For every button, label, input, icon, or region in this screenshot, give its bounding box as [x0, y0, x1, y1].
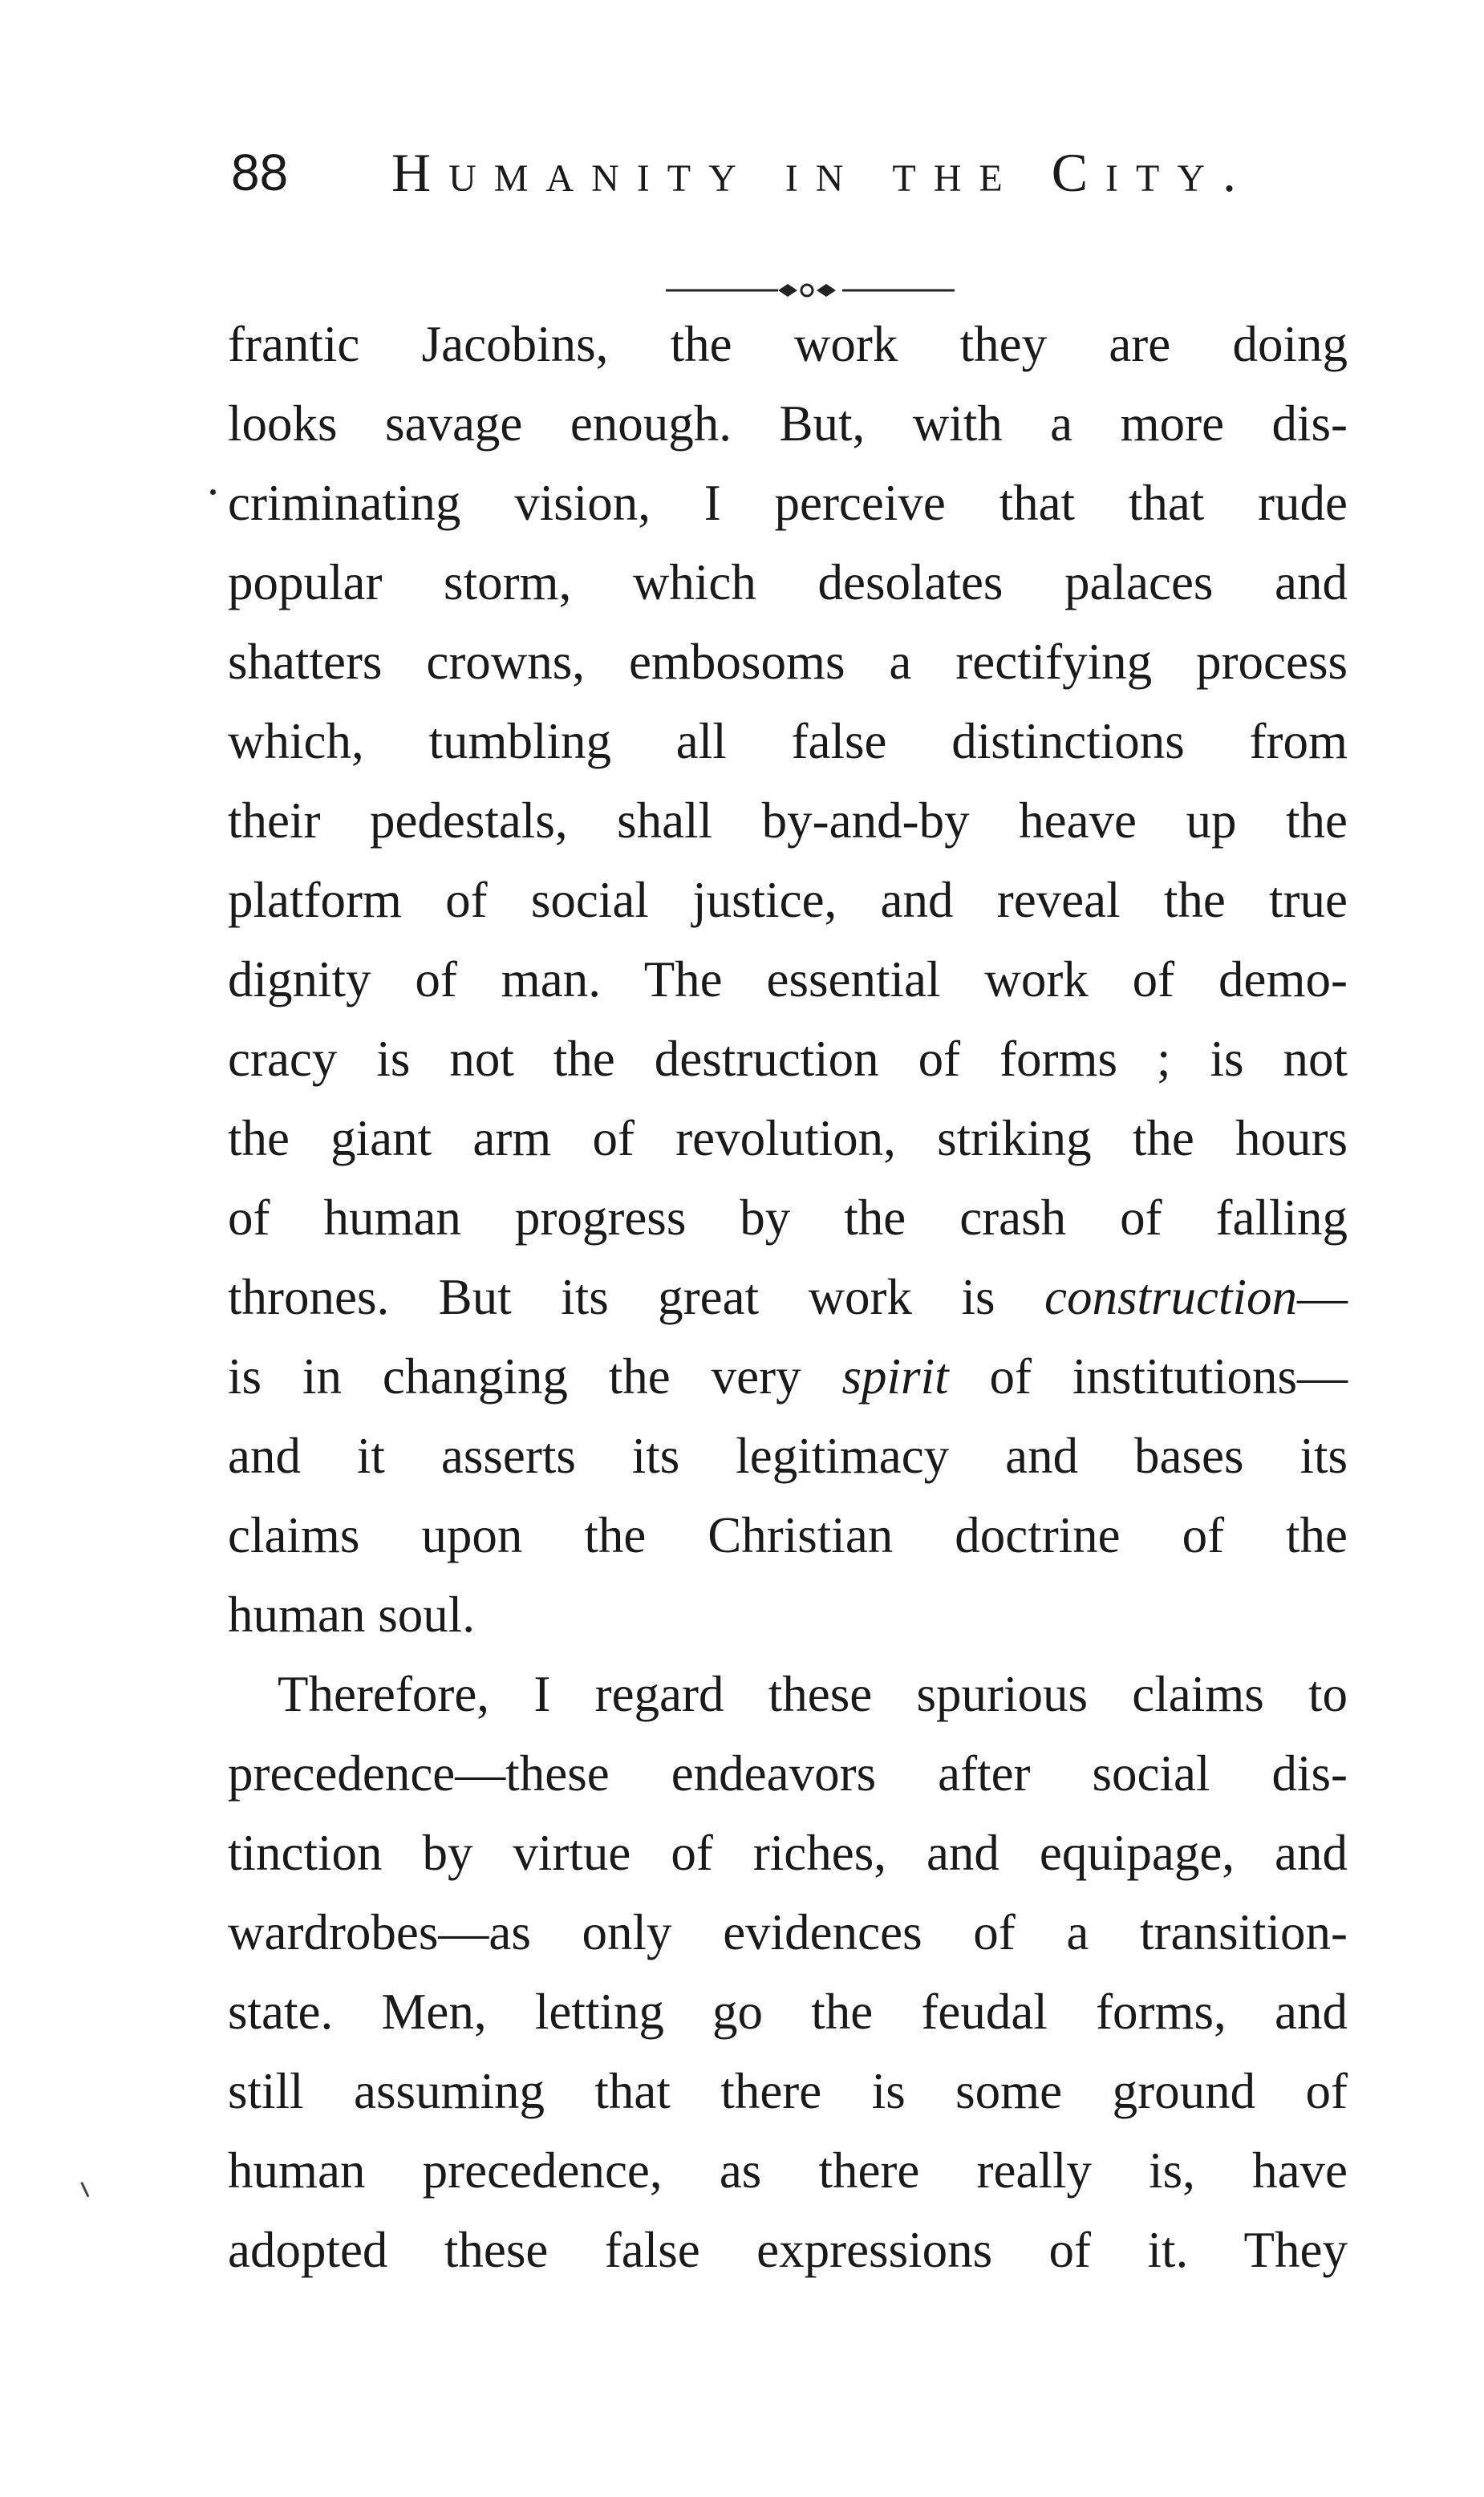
- text-line: shatters crowns, embosoms a rectifying process: [228, 634, 1348, 690]
- text-line: human precedence, as there really is, have: [228, 2142, 1348, 2199]
- text-line: [228, 1258, 1348, 1337]
- body-text: [228, 305, 1348, 2290]
- text-line: cracy is not the destruction of forms ; is not: [228, 1031, 1348, 1087]
- text-line: the giant arm of revolution, striking the hours: [228, 1110, 1348, 1166]
- paragraph-2: [228, 1655, 1348, 2290]
- text-line: frantic Jacobins, the work they are doing: [228, 316, 1348, 372]
- page-number: 88: [231, 144, 289, 201]
- text-line: claims upon the Christian doctrine of the: [228, 1507, 1348, 1563]
- text-line: criminating vision, I perceive that that rude: [228, 475, 1348, 531]
- text-line: precedence—these endeavors after social dis-: [228, 1745, 1348, 1802]
- emphasis-text: spirit: [841, 1348, 949, 1405]
- text-segment: —: [1297, 1269, 1348, 1325]
- text-segment: is in changing the very: [228, 1348, 842, 1405]
- text-line: Therefore, I regard these spurious claims to: [278, 1666, 1348, 1722]
- page-header: [231, 128, 1274, 217]
- margin-dot: [210, 489, 216, 495]
- text-line: state. Men, letting go the feudal forms, and: [228, 1984, 1348, 2040]
- text-line: adopted these false expressions of it. They: [228, 2222, 1348, 2278]
- running-title: Humanity in the City.: [391, 142, 1255, 203]
- text-line: platform of social justice, and reveal the true: [228, 872, 1348, 928]
- text-line: of human progress by the crash of falling: [228, 1190, 1348, 1246]
- margin-mark: [80, 2179, 95, 2198]
- text-line: still assuming that there is some ground of: [228, 2063, 1348, 2119]
- text-line: their pedestals, shall by-and-by heave up the: [228, 792, 1348, 849]
- text-line: wardrobes—as only evidences of a transition-: [228, 1904, 1348, 1960]
- text-segment: of institutions—: [948, 1348, 1348, 1405]
- decorative-rule-ornament-icon: [666, 281, 955, 300]
- text-line: popular storm, which desolates palaces and: [228, 554, 1348, 610]
- text-line: and it asserts its legitimacy and bases its: [228, 1428, 1348, 1484]
- text-line: tinction by virtue of riches, and equipage, and: [228, 1825, 1348, 1881]
- text-line: looks savage enough. But, with a more dis-: [228, 395, 1348, 452]
- paragraph-1: [228, 305, 1348, 1655]
- text-line: dignity of man. The essential work of demo-: [228, 951, 1348, 1007]
- text-line: which, tumbling all false distinctions from: [228, 713, 1348, 769]
- emphasis-text: construction: [1044, 1269, 1297, 1325]
- text-segment: thrones. But its great work is: [228, 1269, 1045, 1325]
- text-line: [228, 1337, 1348, 1417]
- text-line: human soul.: [228, 1587, 475, 1643]
